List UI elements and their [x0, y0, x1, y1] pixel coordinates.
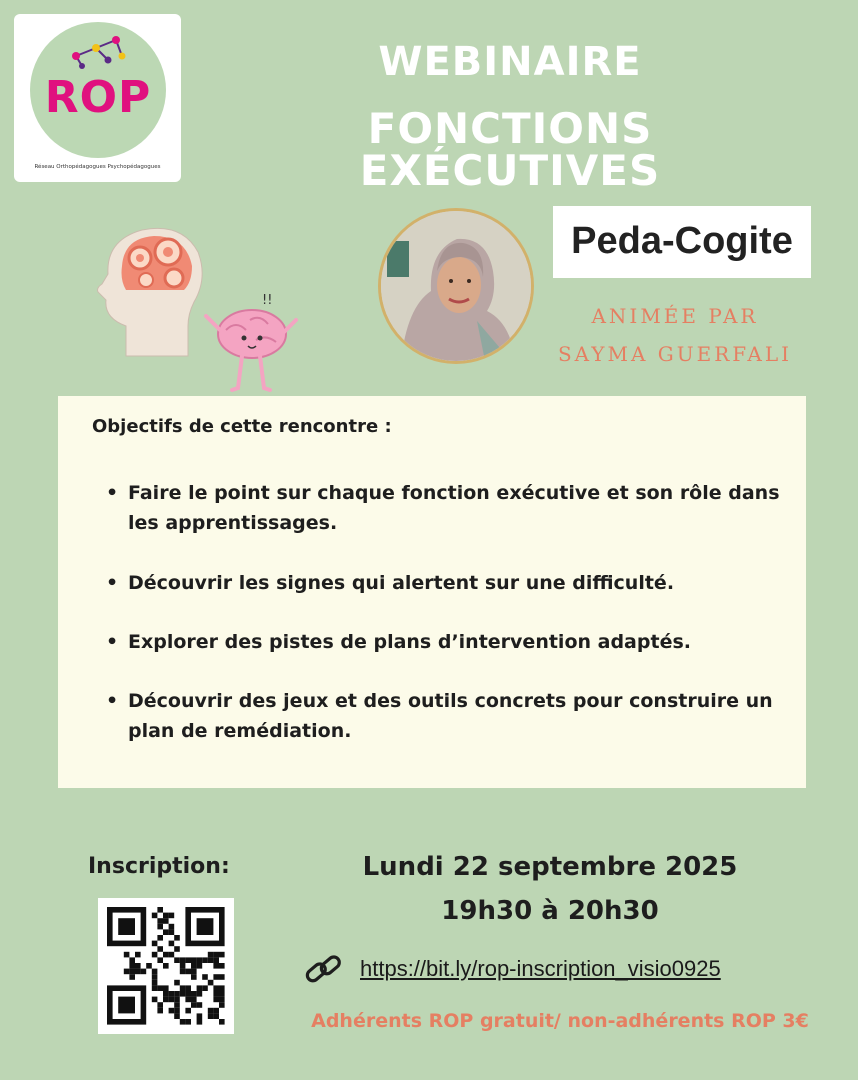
host-intro: ANIMÉE PAR — [591, 304, 759, 328]
qr-code[interactable] — [98, 898, 234, 1034]
objective-item: • Découvrir les signes qui alertent sur une difficulté. — [128, 568, 788, 598]
rop-logo-text: ROP — [44, 72, 152, 123]
host-portrait-image — [381, 211, 531, 361]
svg-text:!!: !! — [262, 293, 273, 308]
peda-cogite-logo — [553, 206, 811, 278]
host-name: SAYMA GUERFALI — [557, 342, 793, 366]
objectives-list — [128, 478, 788, 775]
qr-code-image — [98, 898, 234, 1034]
rop-logo — [14, 14, 181, 182]
event-date: Lundi 22 septembre 2025 — [362, 852, 738, 882]
rop-logo-circle — [30, 22, 166, 158]
objective-item: • Découvrir des jeux et des outils concrets pour construire un plan de remédiation. — [128, 686, 788, 746]
link-icon — [302, 950, 344, 990]
registration-link[interactable]: https://bit.ly/rop-inscription_visio0925 — [360, 956, 721, 981]
network-icon — [68, 34, 128, 70]
registration-label: Inscription: — [88, 854, 230, 879]
rop-logo-caption: Réseau Orthopédagogues Psychopédagogues — [34, 164, 161, 170]
objective-item: • Faire le point sur chaque fonction exécutive et son rôle dans les apprentissages. — [128, 478, 788, 538]
objective-item: • Explorer des pistes de plans d’intervention adaptés. — [128, 627, 788, 657]
price-info: Adhérents ROP gratuit/ non-adhérents ROP 3€ — [311, 1010, 809, 1032]
title-line-1: WEBINAIRE — [378, 39, 642, 85]
event-time: 19h30 à 20h30 — [441, 896, 659, 926]
title-line-2: FONCTIONS EXÉCUTIVES — [359, 104, 661, 195]
objectives-heading: Objectifs de cette rencontre : — [92, 416, 392, 437]
peda-cogite-logo-text: Peda-Cogite — [571, 220, 793, 262]
brain-character-icon — [196, 290, 306, 400]
objectives-panel — [58, 396, 806, 788]
host-portrait — [378, 208, 534, 364]
head-gears-icon — [96, 222, 206, 358]
